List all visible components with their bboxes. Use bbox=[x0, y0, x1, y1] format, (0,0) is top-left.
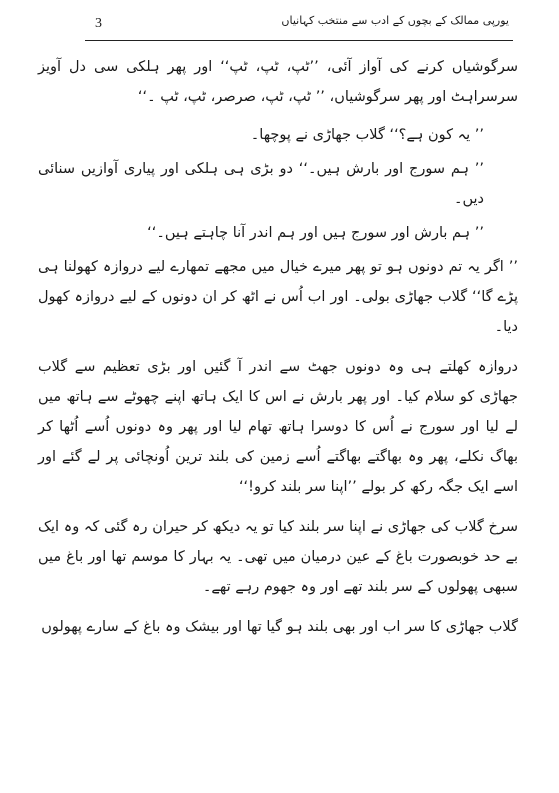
paragraph-garden: سرخ گلاب کی جھاڑی نے اپنا سر بلند کیا تو یہ دیکھ کر حیران رہ گئی کہ وہ ایک بے حد خوبصورت باغ کے عین درمیان میں تھی۔ یہ بہار کا موسم تھا اور باغ میں سبھی پھولوں کے سر بلند تھے اور وہ جھوم رہے تھے۔ bbox=[38, 519, 518, 595]
paragraph-head-raised: گلاب جھاڑی کا سر اب اور بھی بلند ہو گیا تھا اور بیشک وہ باغ کے سارے پھولوں bbox=[41, 619, 518, 635]
story-body bbox=[38, 52, 518, 650]
paragraph-who-is-it: ’’ یہ کون ہے؟‘‘ گلاب جھاڑی نے پوچھا۔ bbox=[250, 127, 484, 143]
page-header bbox=[85, 6, 513, 41]
paragraph-whispers: سرگوشیاں کرنے کی آواز آئی، ’’ٹپ، ٹپ، ٹپ‘‘ اور پھر ہلکی سی دل آویز سرسراہٹ اور پھر سرگوشیاں، ’’ ٹپ، ٹپ، صرصر، ٹپ، ٹپ ۔‘‘ bbox=[38, 59, 518, 105]
paragraph-carried-away: دروازہ کھلتے ہی وہ دونوں جھٹ سے اندر آ گئیں اور بڑی تعظیم سے گلاب جھاڑی کو سلام کیا۔ اور پھر بارش نے اس کا ایک ہاتھ اپنے چھوٹے سے ہاتھ میں لے لیا اور سورج نے اُس کا دوسرا ہاتھ تھام لیا اور پھر وہ دونوں اُسے اُٹھا کر بھاگ نکلے، پھر وہ بھاگتے بھاگتے اُسے زمین کی بلند ترین اُونچائی پر لے گئے اور اسے ایک جگہ رکھ کر بولے ’’اپنا سر بلند کرو!‘‘ bbox=[38, 359, 518, 495]
page-number: 3 bbox=[95, 16, 102, 31]
running-title: یورپی ممالک کے بچوں کے ادب سے منتخب کہانیاں bbox=[281, 14, 509, 27]
paragraph-sun-and-rain: ’’ ہم سورج اور بارش ہیں۔‘‘ دو بڑی ہی ہلکی اور پیاری آوازیں سنائی دیں۔ bbox=[38, 161, 484, 207]
paragraph-want-to-come-in: ’’ ہم بارش اور سورج ہیں اور ہم اندر آنا چاہتے ہیں۔‘‘ bbox=[147, 225, 484, 241]
paragraph-open-door: ’’ اگر یہ تم دونوں ہو تو پھر میرے خیال میں مجھے تمھارے لیے دروازہ کھولنا ہی پڑے گا‘‘ گلاب جھاڑی بولی۔ اور اب اُس نے اٹھ کر ان دونوں کے لیے دروازہ کھول دیا۔ bbox=[38, 259, 518, 335]
